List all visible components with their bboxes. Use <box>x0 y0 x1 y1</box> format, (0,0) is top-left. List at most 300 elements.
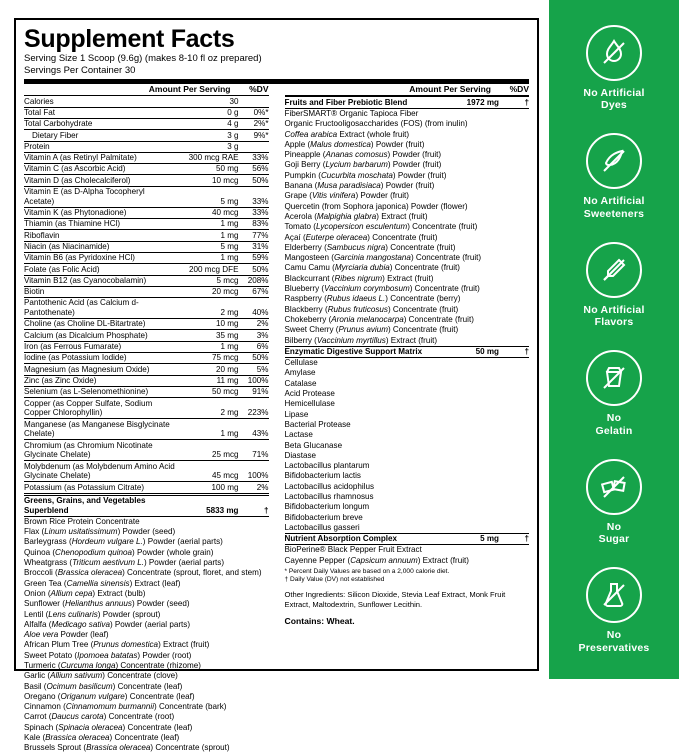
table-row <box>285 533 530 544</box>
list-item <box>285 181 530 191</box>
list-item <box>24 589 269 599</box>
blend-ingredient: Quinoa (Chenopodium quinoa) Powder (whole grain) <box>24 547 214 557</box>
list-item <box>285 368 530 378</box>
nutrient-name: Vitamin A (as Retinyl Palmitate) <box>24 152 177 163</box>
nutrient-amount: 20 mg <box>177 364 239 375</box>
nutrient-dv: 71% <box>239 440 269 461</box>
table-row <box>24 141 269 152</box>
list-item <box>285 545 530 556</box>
blend-ingredient: Cinnamon (Cinnamomum burmannii) Concentrate (bark) <box>24 702 227 712</box>
no-sweeteners-icon <box>586 133 642 189</box>
nutrient-name: Potassium (as Potassium Citrate) <box>24 482 177 493</box>
list-item <box>24 702 269 712</box>
blend-ingredient: Bacterial Protease <box>284 419 351 429</box>
list-item <box>285 253 530 263</box>
list-item <box>285 451 530 461</box>
table-row <box>24 275 269 286</box>
left-blend-amount: 5833 mg <box>206 505 239 515</box>
nutrient-name: Calories <box>24 96 177 107</box>
nutrient-name: Choline (as Choline DL-Bitartrate) <box>24 319 177 330</box>
list-item <box>24 722 269 732</box>
list-item <box>24 650 269 660</box>
list-item <box>285 325 530 335</box>
blend-ingredient: Alfalfa (Medicago sativa) Powder (aerial parts) <box>24 619 191 629</box>
blend-ingredient: Chokeberry (Aronia melanocarpa) Concentrate (fruit) <box>284 314 474 324</box>
blend-ingredient: Carrot (Daucus carota) Concentrate (root) <box>24 712 175 722</box>
blend-ingredient: Lactobacillus plantarum <box>284 461 370 471</box>
left-blend-table <box>24 495 269 753</box>
nutrient-dv: 83% <box>239 219 269 230</box>
nutrient-amount: 40 mcg <box>177 207 239 218</box>
table-row <box>24 175 269 186</box>
list-item <box>285 201 530 211</box>
table-row <box>24 241 269 252</box>
nutrient-name: Manganese (as Manganese Bisglycinate Chelate) <box>24 419 177 440</box>
table-row <box>24 440 269 461</box>
blend-ingredient: Blackcurrant (Ribes nigrum) Extract (fruit) <box>284 273 434 283</box>
list-item <box>285 440 530 450</box>
claim-item <box>583 133 644 220</box>
blend-ingredient: BioPerine® Black Pepper Fruit Extract <box>284 545 422 555</box>
list-item <box>285 389 530 399</box>
list-item <box>285 232 530 242</box>
blend-ingredient: Acerola (Malpighia glabra) Extract (fruit) <box>284 211 428 221</box>
nutrient-amount: 1 mg <box>177 252 239 263</box>
serving-size: Serving Size 1 Scoop (9.6g) (makes 8-10 fl oz prepared) <box>24 53 262 65</box>
blend-ingredient: Lentil (Lens culinaris) Powder (sprout) <box>24 609 161 619</box>
blend-ingredient: Bifidobacterium breve <box>284 512 363 522</box>
blend-ingredient: Acid Protease <box>284 389 335 399</box>
nutrient-amount: 300 mcg RAE <box>177 152 239 163</box>
nutrient-dv: 31% <box>239 241 269 252</box>
nutrient-name: Calcium (as Dicalcium Phosphate) <box>24 330 177 341</box>
nutrient-name: Vitamin K (as Phytonadione) <box>24 207 177 218</box>
nutrient-name: Zinc (as Zinc Oxide) <box>24 375 177 386</box>
list-item <box>24 671 269 681</box>
nutrient-dv: 5% <box>239 364 269 375</box>
list-item <box>285 378 530 388</box>
list-item <box>24 692 269 702</box>
list-item <box>285 357 530 368</box>
nutrient-dv: 67% <box>239 286 269 297</box>
table-row <box>24 186 269 207</box>
nutrient-amount: 30 <box>177 96 239 107</box>
facts-columns <box>24 84 529 753</box>
blend-ingredient: Cayenne Pepper (Capsicum annuum) Extract (fruit) <box>284 555 469 565</box>
table-row <box>24 461 269 482</box>
nutrient-dv: 50% <box>239 175 269 186</box>
list-item <box>24 661 269 671</box>
page-title: Supplement Facts <box>24 25 235 53</box>
blend-ingredient: Kale (Brassica oleracea) Concentrate (leaf) <box>24 733 180 743</box>
table-row <box>24 375 269 386</box>
table-row <box>24 164 269 175</box>
table-row <box>24 130 269 141</box>
left-column-header <box>24 84 269 95</box>
nutrient-dv <box>239 141 269 152</box>
blend-ingredient: Diastase <box>284 450 316 460</box>
table-row <box>24 286 269 297</box>
blend-ingredient: Sweet Cherry (Prunus avium) Concentrate (fruit) <box>284 325 459 335</box>
nutrient-amount: 75 mcg <box>177 353 239 364</box>
claim-label: No Gelatin <box>595 412 633 437</box>
nutrient-dv: 50% <box>239 264 269 275</box>
blend-ingredient: Barleygrass (Hordeum vulgare L.) Powder (aerial parts) <box>24 537 223 547</box>
nutrient-name: Vitamin B6 (as Pyridoxine HCl) <box>24 252 177 263</box>
claim-label: No Sugar <box>598 520 630 546</box>
table-row <box>285 97 530 108</box>
table-row <box>24 364 269 375</box>
table-row <box>24 386 269 397</box>
blend-ingredient: Brussels Sprout (Brassica oleracea) Concentrate (sprout) <box>24 743 230 753</box>
nutrient-name: Vitamin D (as Cholecalciferol) <box>24 175 177 186</box>
nutrient-amount: 25 mcg <box>177 440 239 461</box>
footnote-1: † Daily Value (DV) not established <box>284 576 385 583</box>
list-item <box>285 273 530 283</box>
list-item <box>285 284 530 294</box>
nutrient-name: Copper (as Copper Sulfate, Sodium Copper Chlorophyllin) <box>24 398 177 419</box>
blend-ingredient: Turmeric (Curcuma longa) Concentrate (rhizome) <box>24 660 201 670</box>
nutrient-dv: 33% <box>239 186 269 207</box>
nutrient-amount: 5 mcg <box>177 275 239 286</box>
nutrient-amount: 3 g <box>177 130 239 141</box>
blend-ingredient: African Plum Tree (Prunus domestica) Extract (fruit) <box>24 640 210 650</box>
blend-ingredient: Lactobacillus gasseri <box>284 522 360 532</box>
no-dyes-icon <box>586 25 642 81</box>
servings-per-container: Servings Per Container 30 <box>24 64 136 76</box>
nutrient-amount: 20 mcg <box>177 286 239 297</box>
nutrient-dv: 59% <box>239 252 269 263</box>
nutrient-dv: 2%* <box>239 119 269 130</box>
blend-ingredient: Bifidobacterium lactis <box>284 471 361 481</box>
nutrient-amount: 35 mg <box>177 330 239 341</box>
table-row <box>24 219 269 230</box>
nutrient-amount: 100 mg <box>177 482 239 493</box>
blend-ingredient: FiberSMART® Organic Tapioca Fiber <box>284 109 419 118</box>
nutrient-name: Vitamin C (as Ascorbic Acid) <box>24 164 177 175</box>
blend-ingredient: Pumpkin (Cucurbita moschata) Powder (fruit) <box>284 170 447 180</box>
list-item <box>24 640 269 650</box>
list-item <box>24 568 269 578</box>
table-row <box>24 330 269 341</box>
nutrient-dv: 208% <box>239 275 269 286</box>
blend-ingredient: Lactase <box>284 430 313 440</box>
list-item <box>285 555 530 565</box>
nutrient-name: Chromium (as Chromium Nicotinate Glycinate Chelate) <box>24 440 177 461</box>
nutrient-dv: 56% <box>239 164 269 175</box>
nutrient-amount: 50 mg <box>177 164 239 175</box>
blend-ingredient: Broccoli (Brassica oleracea) Concentrate (sprout, floret, and stem) <box>24 568 262 578</box>
list-item <box>285 409 530 419</box>
nutrient-dv: 6% <box>239 341 269 352</box>
table-row <box>24 398 269 419</box>
list-item <box>24 681 269 691</box>
nutrient-name: Selenium (as L-Selenomethionine) <box>24 386 177 397</box>
nutrient-name: Folate (as Folic Acid) <box>24 264 177 275</box>
claim-label: No Artificial Dyes <box>583 86 645 112</box>
blend-ingredient: Apple (Malus domestica) Powder (fruit) <box>284 139 425 149</box>
nutrient-name: Molybdenum (as Molybdenum Amino Acid Glycinate Chelate) <box>24 461 175 481</box>
blend-ingredient: Brown Rice Protein Concentrate <box>24 516 140 526</box>
blend-ingredient: Basil (Ocimum basilicum) Concentrate (leaf) <box>24 681 183 691</box>
blend-ingredient: Goji Berry (Lycium barbarum) Powder (fruit) <box>284 160 442 170</box>
left-blend-title: Greens, Grains, and Vegetables Superblend <box>24 495 146 515</box>
nutrient-dv: 2% <box>239 319 269 330</box>
list-item <box>24 743 269 753</box>
nutrient-dv: 40% <box>239 298 269 319</box>
nutrient-amount: 5 mg <box>177 186 239 207</box>
list-item <box>24 537 269 547</box>
other-ingredients: Other Ingredients: Silicon Dioxide, Stevia Leaf Extract, Monk Fruit Extract, Maltodextrin, Sunflower Lecithin. <box>284 590 506 609</box>
nutrient-amount: 1 mg <box>177 341 239 352</box>
list-item <box>24 733 269 743</box>
list-item <box>285 119 530 129</box>
no-sugar-icon <box>586 459 642 515</box>
nutrient-dv: 100% <box>239 461 269 482</box>
blend-ingredient: Pineapple (Ananas comosus) Powder (fruit) <box>284 150 442 160</box>
blend-ingredient: Quercetin (from Sophora japonica) Powder (flower) <box>284 201 468 211</box>
nutrient-name: Protein <box>24 141 177 152</box>
facts-column-right <box>277 84 530 661</box>
table-row <box>285 346 530 357</box>
claim-item <box>583 25 644 112</box>
nutrient-name: Vitamin E (as D-Alpha Tocopheryl Acetate) <box>24 186 177 207</box>
blend-ingredient: Flax (Linum usitatissimum) Powder (seed) <box>24 527 176 537</box>
list-item <box>24 558 269 568</box>
amount-per-serving-header: Amount Per Serving <box>148 84 231 95</box>
left-blend-dv: † <box>263 505 269 515</box>
no-preservatives-icon <box>586 567 642 623</box>
list-item <box>285 243 530 253</box>
blend-ingredient: Blackberry (Rubus fruticosus) Concentrate (fruit) <box>284 304 459 314</box>
blend-ingredient: Grape (Vitis vinifera) Powder (fruit) <box>284 191 409 201</box>
nutrient-name: Iron (as Ferrous Fumarate) <box>24 341 177 352</box>
nutrient-table <box>24 96 269 493</box>
list-item <box>24 620 269 630</box>
blend-ingredient: Garlic (Allium sativum) Concentrate (clove) <box>24 671 178 681</box>
blend-title: Nutrient Absorption Complex <box>284 534 398 544</box>
list-item <box>285 222 530 232</box>
blend-ingredient: Lactobacillus acidophilus <box>284 481 375 491</box>
claim-label: No Preservatives <box>578 629 650 654</box>
blend-dv: † <box>524 534 529 544</box>
nutrient-dv <box>239 96 269 107</box>
nutrient-name: Niacin (as Niacinamide) <box>24 241 177 252</box>
nutrient-amount: 3 g <box>177 141 239 152</box>
list-item <box>285 212 530 222</box>
blend-ingredient: Hemicellulase <box>284 399 335 409</box>
nutrient-amount: 10 mg <box>177 319 239 330</box>
blend-ingredient: Spinach (Spinacia oleracea) Concentrate (leaf) <box>24 722 193 732</box>
claim-item <box>586 459 642 546</box>
right-column-header <box>285 84 530 95</box>
table-row <box>24 107 269 118</box>
claim-item <box>579 567 650 654</box>
blend-ingredient: Oregano (Origanum vulgare) Concentrate (leaf) <box>24 691 195 701</box>
nutrient-dv: 2% <box>239 482 269 493</box>
nutrient-amount: 2 mg <box>177 398 239 419</box>
blend-ingredient: Blueberry (Vaccinium corymbosum) Concentrate (fruit) <box>284 284 480 294</box>
nutrient-name: Thiamin (as Thiamine HCl) <box>24 219 177 230</box>
nutrient-name: Pantothenic Acid (as Calcium d-Pantothenate) <box>24 298 177 319</box>
nutrient-amount: 45 mcg <box>177 461 239 482</box>
blend-amount: 50 mg <box>475 346 499 356</box>
dv-header: %DV <box>249 84 269 95</box>
blend-ingredient: Bifidobacterium longum <box>284 502 370 512</box>
blend-title: Fruits and Fiber Prebiotic Blend <box>284 97 408 107</box>
blend-table <box>285 346 530 533</box>
right-blend-list <box>285 96 530 565</box>
list-item <box>24 547 269 557</box>
list-item <box>285 471 530 481</box>
table-row <box>24 264 269 275</box>
nutrient-amount: 50 mcg <box>177 386 239 397</box>
nutrient-dv: 91% <box>239 386 269 397</box>
blend-ingredient: Green Tea (Camellia sinensis) Extract (leaf) <box>24 578 181 588</box>
dv-header-right: %DV <box>509 84 529 95</box>
nutrient-amount: 5 mg <box>177 241 239 252</box>
list-item <box>285 523 530 533</box>
list-item <box>285 129 530 139</box>
list-item <box>24 609 269 619</box>
list-item <box>285 150 530 160</box>
blend-title: Enzymatic Digestive Support Matrix <box>284 346 423 356</box>
blend-ingredient: Bilberry (Vaccinium myrtillus) Extract (fruit) <box>284 335 438 345</box>
list-item <box>285 461 530 471</box>
nutrient-name: Biotin <box>24 286 177 297</box>
facts-column-left <box>24 84 277 753</box>
nutrient-amount: 1 mg <box>177 230 239 241</box>
list-item <box>24 527 269 537</box>
blend-ingredient: Sunflower (Helianthus annuus) Powder (seed) <box>24 599 190 609</box>
nutrient-amount: 4 g <box>177 119 239 130</box>
list-item <box>285 263 530 273</box>
list-item <box>285 430 530 440</box>
claim-label: No Artificial Sweeteners <box>583 195 645 220</box>
nutrient-dv: 43% <box>239 419 269 440</box>
nutrient-amount: 1 mg <box>177 219 239 230</box>
list-item <box>24 578 269 588</box>
blend-ingredient: Banana (Musa paradisiaca) Powder (fruit) <box>284 181 435 191</box>
blend-ingredient: Amylase <box>284 368 316 378</box>
list-item <box>285 399 530 409</box>
blend-ingredient: Açaí (Euterpe oleracea) Concentrate (fruit) <box>284 232 438 242</box>
nutrient-amount: 0 g <box>177 107 239 118</box>
table-row <box>24 207 269 218</box>
blend-table <box>285 96 530 345</box>
nutrient-dv: 50% <box>239 353 269 364</box>
nutrient-name: Dietary Fiber <box>24 130 177 141</box>
list-item <box>285 140 530 150</box>
table-row <box>24 252 269 263</box>
blend-table <box>285 533 530 566</box>
blend-ingredient: Beta Glucanase <box>284 440 343 450</box>
claim-label: No Artificial Flavors <box>583 303 645 329</box>
nutrient-name: Riboflavin <box>24 230 177 241</box>
table-row <box>24 319 269 330</box>
blend-ingredient: Coffea arabica Extract (whole fruit) <box>284 129 410 139</box>
table-row <box>24 419 269 440</box>
blend-ingredient: Lactobacillus rhamnosus <box>284 491 374 501</box>
footnote-0: * Percent Daily Values are based on a 2,000 calorie diet. <box>284 567 450 575</box>
nutrient-amount: 200 mcg DFE <box>177 264 239 275</box>
list-item <box>285 294 530 304</box>
blend-ingredient: Elderberry (Sambucus nigra) Concentrate (fruit) <box>284 242 456 252</box>
blend-ingredient: Tomato (Lycopersicon esculentum) Concentrate (fruit) <box>284 222 478 232</box>
blend-amount: 5 mg <box>480 534 499 544</box>
claim-item <box>586 350 642 437</box>
nutrient-amount: 1 mg <box>177 419 239 440</box>
nutrient-name: Vitamin B12 (as Cyanocobalamin) <box>24 275 177 286</box>
blend-ingredient: Mangosteen (Garcinia mangostana) Concentrate (fruit) <box>284 253 482 263</box>
table-row <box>24 96 269 107</box>
nutrient-dv: 9%* <box>239 130 269 141</box>
list-item <box>285 492 530 502</box>
blend-ingredient: Catalase <box>284 378 317 388</box>
nutrient-dv: 33% <box>239 152 269 163</box>
list-item <box>285 304 530 314</box>
blend-ingredient: Cellulase <box>284 358 318 368</box>
list-item <box>285 481 530 491</box>
blend-dv: † <box>524 97 529 107</box>
table-row <box>24 298 269 319</box>
blend-ingredient: Raspberry (Rubus idaeus L.) Concentrate (berry) <box>284 294 461 304</box>
table-row <box>24 230 269 241</box>
list-item <box>285 108 530 119</box>
table-row <box>24 341 269 352</box>
nutrient-dv: 100% <box>239 375 269 386</box>
blend-ingredient: Camu Camu (Myrciaria dubia) Concentrate (fruit) <box>284 263 460 273</box>
list-item <box>285 512 530 522</box>
blend-ingredient: Lipase <box>284 409 309 419</box>
amount-per-serving-header-right: Amount Per Serving <box>409 84 491 95</box>
table-row <box>24 482 269 493</box>
list-item <box>24 712 269 722</box>
blend-ingredient: Onion (Allium cepa) Extract (bulb) <box>24 588 146 598</box>
list-item <box>285 160 530 170</box>
nutrient-name: Magnesium (as Magnesium Oxide) <box>24 364 177 375</box>
list-item <box>24 599 269 609</box>
footnotes <box>285 568 530 584</box>
nutrient-dv: 3% <box>239 330 269 341</box>
table-row <box>24 119 269 130</box>
table-row <box>24 152 269 163</box>
blend-ingredient: Wheatgrass (Triticum aestivum L.) Powder (aerial parts) <box>24 558 225 568</box>
blend-ingredient: Organic Fructooligosaccharides (FOS) (from inulin) <box>284 119 468 129</box>
list-item <box>285 420 530 430</box>
list-item <box>285 315 530 325</box>
table-row <box>24 353 269 364</box>
nutrient-dv: 33% <box>239 207 269 218</box>
list-item <box>24 516 269 527</box>
list-item <box>285 502 530 512</box>
nutrient-dv: 223% <box>239 398 269 419</box>
nutrient-amount: 2 mg <box>177 298 239 319</box>
nutrient-dv: 77% <box>239 230 269 241</box>
allergen-statement: Contains: Wheat. <box>284 616 355 627</box>
list-item <box>285 170 530 180</box>
no-flavors-icon <box>586 242 642 298</box>
nutrient-dv: 0%* <box>239 107 269 118</box>
nutrient-name: Iodine (as Potassium Iodide) <box>24 353 177 364</box>
claims-sidebar <box>549 0 679 679</box>
list-item <box>285 191 530 201</box>
blend-ingredient: Sweet Potato (Ipomoea batatas) Powder (root) <box>24 650 192 660</box>
no-gelatin-icon <box>586 350 642 406</box>
blend-amount: 1972 mg <box>466 97 499 107</box>
nutrient-amount: 11 mg <box>177 375 239 386</box>
list-item <box>285 335 530 345</box>
